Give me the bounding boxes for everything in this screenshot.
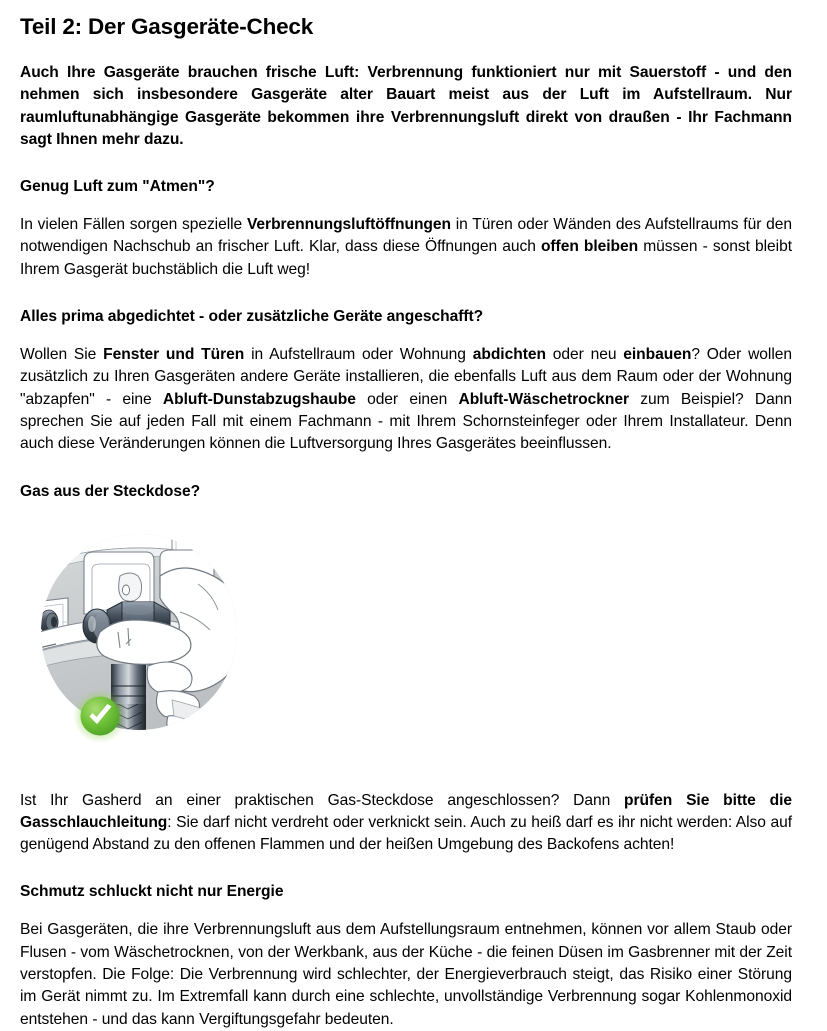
text-fragment: in Türen oder Wänden des Aufstellraums für den notwendigen Nachschub an frischer Luft. Klar, dass diese Öffnungen auch <box>20 216 792 256</box>
page-title: Teil 2: Der Gasgeräte-Check <box>20 14 314 39</box>
text-emphasis: einbauen <box>623 346 692 364</box>
text-fragment: in Aufstellraum oder Wohnung <box>244 346 473 364</box>
knob <box>119 573 142 601</box>
section-heading-gas-aus-der-steckdose: Gas aus der Steckdose? <box>20 482 201 500</box>
text-emphasis: Verbrennungsluftöffnungen <box>246 216 451 234</box>
gas-plug-connection-illustration <box>22 514 272 776</box>
text-emphasis: Fenster und Türen <box>103 346 245 364</box>
text-fragment: Ist Ihr Gasherd an einer praktischen Gas-Steckdose angeschlossen? Dann <box>20 791 625 809</box>
text-emphasis: Abluft-Wäschetrockner <box>458 390 630 408</box>
check-badge <box>73 689 127 743</box>
finger-1 <box>147 662 192 693</box>
text-emphasis: Abluft-Dunstabzugshaube <box>162 390 356 408</box>
section-heading-alles-prima-abgedichtet: Alles prima abgedichtet - oder zusätzliche Geräte angeschafft? <box>20 308 484 326</box>
text-emphasis: abdichten <box>472 346 546 364</box>
text-fragment: Wollen Sie <box>20 346 104 364</box>
text-fragment: : Sie darf nicht verdreht oder verknickt sein. Auch zu heiß darf es ihr nicht werden: Also auf genügend Abstand zu den offenen Flammen und der heißen Umgebung des Backofens achten! <box>20 813 792 854</box>
section-paragraph-gas-aus-der-steckdose <box>20 790 792 857</box>
text-fragment: müssen - sonst bleibt Ihrem Gasgerät buchstäblich die Luft weg! <box>20 238 792 278</box>
text-fragment: oder einen <box>355 390 459 408</box>
section-paragraph-alles-prima-abgedichtet <box>20 344 792 455</box>
section-heading-schmutz-schluckt: Schmutz schluckt nicht nur Energie <box>20 883 284 901</box>
section-heading-genug-luft: Genug Luft zum "Atmen"? <box>20 178 215 196</box>
text-fragment: In vielen Fällen sorgen spezielle <box>20 216 247 234</box>
text-emphasis: offen bleiben <box>540 238 639 256</box>
section-paragraph-schmutz-schluckt: Bei Gasgeräten, die ihre Verbrennungsluft aus dem Aufstellungsraum entnehmen, können vor allem Staub oder Flusen - vom Wäschetrocknen, von der Werkbank, aus der Küche - die feinen Düsen im Gasbrenner mit der Zeit verstopfen. Die Folge: Die Verbrennung wird schlechter, der Energieverbrauch steigt, das Risiko einer Störung im Gerät nimmt zu. Im Extremfall kann durch eine schlechte, unvollständige Verbrennung sogar Kohlenmonoxid entstehen - und das kann Vergiftungsgefahr bedeuten. <box>20 921 792 1028</box>
finger-3 <box>167 715 208 740</box>
lead-paragraph: Auch Ihre Gasgeräte brauchen frische Luft: Verbrennung funktioniert nur mit Sauerstoff - und den nehmen sich insbesondere Gasgeräte alter Bauart meist aus der Luft im Aufstellraum. Nur raumluftunabhängige Gasgeräte bekommen ihre Verbrennungsluft direkt von draußen - Ihr Fachmann sagt Ihnen mehr dazu. <box>20 64 792 148</box>
document-content <box>20 14 792 1031</box>
text-emphasis: prüfen Sie bitte die Gasschlauchleitung <box>20 791 792 831</box>
section-paragraph-genug-luft <box>20 214 792 281</box>
text-fragment: zum Beispiel? Dann sprechen Sie auf jeden Fall mit einem Fachmann - mit Ihrem Schornsteinfeger oder Ihrem Installateur. Denn auch diese Veränderungen können die Luftversorgung Ihres Gasgerätes beeinflussen. <box>20 390 792 453</box>
text-fragment: ? Oder wollen zusätzlich zu Ihren Gasgeräten andere Geräte installieren, die ebenfalls Luft aus dem Raum oder der Wohnung "abzapfen" - eine <box>20 346 792 408</box>
text-fragment: oder neu <box>545 346 624 364</box>
